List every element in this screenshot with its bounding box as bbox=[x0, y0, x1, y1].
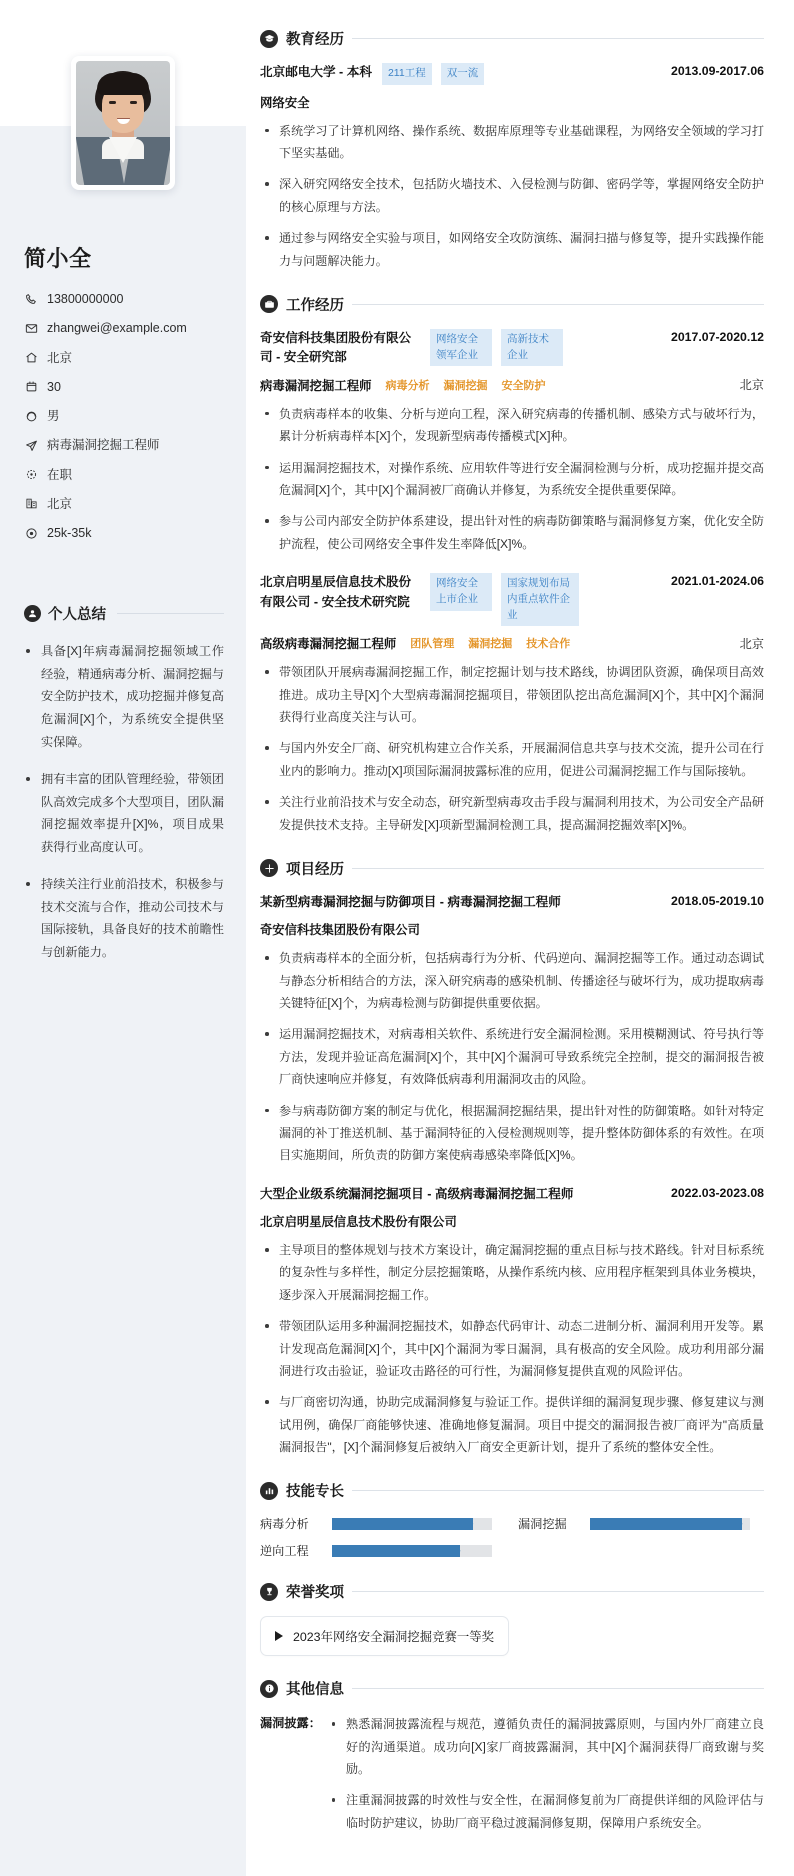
contact-value: 病毒漏洞挖掘工程师 bbox=[47, 438, 160, 453]
section-header bbox=[260, 1678, 764, 1699]
section-other-info bbox=[260, 1678, 764, 1843]
section-title: 荣誉奖项 bbox=[286, 1585, 344, 1602]
list-item: 运用漏洞挖掘技术，对病毒相关软件、系统进行安全漏洞检测。采用模糊测试、符号执行等方法，发现并验证高危漏洞[X]个，其中[X]个漏洞可导致系统完全控制，提交的漏洞报告被厂商快速响应并修复，有效降低病毒利用漏洞攻击的风险。 bbox=[260, 1023, 764, 1090]
section-work-experience bbox=[260, 294, 764, 836]
list-item: 参与公司内部安全防护体系建设，提出针对性的病毒防御策略与漏洞修复方案，优化安全防护流程，使公司网络安全事件发生率降低[X]%。 bbox=[260, 510, 764, 555]
bullet-list bbox=[327, 1713, 764, 1843]
bullet-list bbox=[260, 120, 764, 272]
trophy-icon bbox=[260, 1583, 278, 1601]
contact-value: zhangwei@example.com bbox=[47, 321, 187, 336]
list-item: 负责病毒样本的全面分析，包括病毒行为分析、代码逆向、漏洞挖掘等工作。通过动态调试与静态分析相结合的方法，深入研究病毒的感染机制、传播途径与破坏行为，成功提取病毒关键特征[X]个，为病毒检测与防御提供重要依据。 bbox=[260, 947, 764, 1014]
section-title: 项目经历 bbox=[286, 861, 344, 878]
section-projects bbox=[260, 858, 764, 1459]
send-icon bbox=[24, 438, 38, 452]
bullet-list bbox=[260, 661, 764, 836]
list-item: 运用漏洞挖掘技术，对操作系统、应用软件等进行安全漏洞检测与分析，成功挖掘并提交高危漏洞[X]个，其中[X]个漏洞被厂商确认并修复，为系统安全提供重要保障。 bbox=[260, 457, 764, 502]
list-item: 注重漏洞披露的时效性与安全性，在漏洞修复前为厂商提供详细的风险评估与临时防护建议，协助厂商平稳过渡漏洞修复期，保障用户系统安全。 bbox=[327, 1789, 764, 1834]
company-name: 北京启明星辰信息技术股份有限公司 bbox=[260, 1215, 457, 1230]
briefcase-icon bbox=[260, 295, 278, 313]
project-entry bbox=[260, 893, 764, 1167]
divider bbox=[352, 38, 764, 39]
mail-icon bbox=[24, 321, 38, 335]
list-item: 持续关注行业前沿技术，积极参与技术交流与合作，推动公司技术与国际接轨，具备良好的技术前瞻性与创新能力。 bbox=[24, 873, 224, 963]
gender-icon bbox=[24, 409, 38, 423]
work-entry bbox=[260, 573, 764, 836]
section-title: 技能专长 bbox=[286, 1484, 344, 1501]
honor-label: 2023年网络安全漏洞挖掘竞赛一等奖 bbox=[293, 1630, 495, 1645]
skill-tag: 技术合作 bbox=[526, 638, 571, 651]
divider bbox=[352, 1591, 764, 1592]
skill-list bbox=[260, 1515, 764, 1559]
list-item: 拥有丰富的团队管理经验，带领团队高效完成多个大型项目，团队漏洞挖掘效率提升[X]%，项目成果获得行业高度认可。 bbox=[24, 768, 224, 858]
user-circle-icon bbox=[24, 605, 41, 622]
date-range: 2021.01-2024.06 bbox=[671, 574, 764, 589]
project-name: 大型企业级系统漏洞挖掘项目 - 高级病毒漏洞挖掘工程师 bbox=[260, 1186, 574, 1201]
contact-item-age bbox=[24, 379, 224, 395]
phone-icon bbox=[24, 292, 38, 306]
section-honors bbox=[260, 1581, 764, 1656]
list-item: 带领团队开展病毒漏洞挖掘工作，制定挖掘计划与技术路线，协调团队资源，确保项目高效推进。成功主导[X]个大型病毒漏洞挖掘项目，带领团队挖出高危漏洞[X]个，其中[X]个漏洞获得行业高度关注与认可。 bbox=[260, 661, 764, 728]
skill-item bbox=[260, 1515, 492, 1532]
section-header bbox=[260, 1581, 764, 1602]
education-entry bbox=[260, 63, 764, 272]
calendar-icon bbox=[24, 380, 38, 394]
bullet-list bbox=[260, 403, 764, 555]
tag-group bbox=[382, 63, 484, 85]
date-range: 2017.07-2020.12 bbox=[671, 329, 764, 344]
contact-item-status bbox=[24, 467, 224, 483]
company-name: 奇安信科技集团股份有限公司 - 安全研究部 bbox=[260, 330, 412, 365]
contact-item-work-city bbox=[24, 496, 224, 512]
work-entry bbox=[260, 329, 764, 555]
skill-progress-fill bbox=[332, 1518, 473, 1530]
skill-item bbox=[260, 1542, 492, 1559]
page-title: 简小全 bbox=[24, 246, 92, 271]
job-role: 病毒漏洞挖掘工程师 bbox=[260, 378, 372, 393]
list-item: 负责病毒样本的收集、分析与逆向工程，深入研究病毒的传播机制、感染方式与破坏行为，累计分析病毒样本[X]个，发现新型病毒传播模式[X]种。 bbox=[260, 403, 764, 448]
skill-tag: 漏洞挖掘 bbox=[443, 379, 488, 392]
section-title: 工作经历 bbox=[286, 297, 344, 314]
contact-value: 在职 bbox=[47, 467, 73, 482]
summary-bullet-list bbox=[24, 640, 224, 963]
skill-progress-fill bbox=[332, 1545, 460, 1557]
status-badge: 高新技术企业 bbox=[501, 329, 563, 367]
contact-item-gender bbox=[24, 408, 224, 424]
sidebar-section-summary-header bbox=[24, 603, 224, 624]
list-item: 与厂商密切沟通，协助完成漏洞修复与验证工作。提供详细的漏洞复现步骤、修复建议与测试用例，确保厂商能够快速、准确地修复漏洞。项目中提交的漏洞报告被厂商评为"高质量漏洞报告"，[X]个漏洞修复后被纳入厂商安全更新计划，提升了系统的整体安全性。 bbox=[260, 1391, 764, 1458]
contact-item-hometown bbox=[24, 350, 224, 366]
company-name: 北京启明星辰信息技术股份有限公司 - 安全技术研究院 bbox=[260, 575, 412, 609]
skill-progress-bar bbox=[332, 1518, 492, 1530]
salary-icon bbox=[24, 526, 38, 540]
section-title: 其他信息 bbox=[286, 1682, 344, 1699]
tag-group bbox=[430, 573, 579, 626]
section-education bbox=[260, 28, 764, 272]
section-header bbox=[260, 858, 764, 879]
skill-progress-fill bbox=[590, 1518, 742, 1530]
skill-item bbox=[518, 1515, 750, 1532]
list-item: 带领团队运用多种漏洞挖掘技术，如静态代码审计、动态二进制分析、漏洞利用开发等。累计发现高危漏洞[X]个，其中[X]个漏洞为零日漏洞，具有极高的安全风险。成功利用部分漏洞进行攻击验证，验证攻击路径的可行性，为漏洞修复提供直观的风险评估。 bbox=[260, 1315, 764, 1382]
list-item: 具备[X]年病毒漏洞挖掘领域工作经验，精通病毒分析、漏洞挖掘与安全防护技术，成功挖掘并修复高危漏洞[X]个，为系统安全提供坚实保障。 bbox=[24, 640, 224, 753]
contact-item-phone bbox=[24, 291, 224, 307]
divider bbox=[352, 1490, 764, 1491]
list-item: 主导项目的整体规划与技术方案设计，确定漏洞挖掘的重点目标与技术路线。针对目标系统的复杂性与多样性，制定分层挖掘策略，从操作系统内核、应用程序框架到具体业务模块，逐步深入开展漏洞挖掘工作。 bbox=[260, 1239, 764, 1306]
contact-item-job-title bbox=[24, 437, 224, 453]
status-badge: 网络安全上市企业 bbox=[430, 573, 492, 611]
list-item: 深入研究网络安全技术，包括防火墙技术、入侵检测与防御、密码学等，掌握网络安全防护的核心原理与方法。 bbox=[260, 173, 764, 218]
divider bbox=[352, 304, 764, 305]
company-name: 奇安信科技集团股份有限公司 bbox=[260, 923, 420, 938]
contact-value: 25k-35k bbox=[47, 526, 92, 540]
skill-label: 漏洞挖掘 bbox=[518, 1517, 567, 1532]
status-badge: 网络安全领军企业 bbox=[430, 329, 492, 367]
section-header bbox=[260, 1480, 764, 1501]
project-entry bbox=[260, 1185, 764, 1459]
job-role: 高级病毒漏洞挖掘工程师 bbox=[260, 637, 397, 652]
graduation-cap-icon bbox=[260, 30, 278, 48]
contact-item-salary bbox=[24, 525, 224, 541]
divider bbox=[117, 613, 224, 614]
skill-label: 病毒分析 bbox=[260, 1517, 309, 1532]
list-item: 参与病毒防御方案的制定与优化，根据漏洞挖掘结果，提出针对性的防御策略。如针对特定漏洞的补丁推送机制、基于漏洞特征的入侵检测规则等，提升整体防御体系的有效性。在项目实施期间，所负责的防御方案使病毒感染率降低[X]%。 bbox=[260, 1100, 764, 1167]
list-item: 关注行业前沿技术与安全动态，研究新型病毒攻击手段与漏洞利用技术，为公司安全产品研发提供技术支持。主导研发[X]项新型漏洞检测工具，提高漏洞挖掘效率[X]%。 bbox=[260, 791, 764, 836]
list-item: 熟悉漏洞披露流程与规范，遵循负责任的漏洞披露原则，与国内外厂商建立良好的沟通渠道。成功向[X]家厂商披露漏洞，其中[X]个漏洞获得厂商致谢与奖励。 bbox=[327, 1713, 764, 1780]
list-item: 通过参与网络安全实验与项目，如网络安全攻防演练、漏洞扫描与修复等，提升实践操作能力与问题解决能力。 bbox=[260, 227, 764, 272]
location: 北京 bbox=[739, 378, 764, 393]
chart-bar-icon bbox=[260, 1482, 278, 1500]
contact-list bbox=[24, 291, 224, 541]
sidebar-section-title: 个人总结 bbox=[48, 607, 106, 624]
date-range: 2013.09-2017.06 bbox=[671, 64, 764, 78]
status-icon bbox=[24, 468, 38, 482]
status-badge: 双一流 bbox=[441, 63, 485, 85]
skill-tag: 病毒分析 bbox=[385, 379, 430, 392]
location: 北京 bbox=[739, 636, 764, 651]
contact-value: 北京 bbox=[47, 496, 73, 511]
list-item: 系统学习了计算机网络、操作系统、数据库原理等专业基础课程，为网络安全领域的学习打下坚实基础。 bbox=[260, 120, 764, 165]
contact-value: 30 bbox=[47, 379, 61, 394]
major-name: 网络安全 bbox=[260, 95, 310, 110]
section-header bbox=[260, 294, 764, 315]
status-badge: 国家规划布局内重点软件企业 bbox=[501, 573, 579, 626]
other-info-label: 漏洞披露： bbox=[260, 1716, 321, 1731]
info-circle-icon bbox=[260, 1680, 278, 1698]
tag-group bbox=[430, 329, 563, 367]
section-skills bbox=[260, 1480, 764, 1559]
contact-item-email bbox=[24, 320, 224, 336]
date-range: 2018.05-2019.10 bbox=[671, 893, 764, 908]
home-icon bbox=[24, 351, 38, 365]
section-title: 教育经历 bbox=[286, 32, 344, 48]
contact-value: 13800000000 bbox=[47, 292, 124, 306]
bullet-list bbox=[260, 1239, 764, 1458]
status-badge: 211工程 bbox=[382, 63, 432, 85]
skill-progress-bar bbox=[590, 1518, 750, 1530]
school-name: 北京邮电大学 - 本科 bbox=[260, 65, 372, 79]
divider bbox=[352, 868, 764, 869]
skill-progress-bar bbox=[332, 1545, 492, 1557]
contact-value: 北京 bbox=[47, 350, 73, 365]
honor-item[interactable] bbox=[260, 1616, 509, 1656]
skill-tag: 团队管理 bbox=[410, 638, 455, 651]
sidebar bbox=[0, 0, 246, 1876]
date-range: 2022.03-2023.08 bbox=[671, 1185, 764, 1200]
avatar bbox=[71, 56, 175, 190]
profile-photo bbox=[76, 61, 170, 185]
grid-plus-icon bbox=[260, 859, 278, 877]
divider bbox=[352, 1688, 764, 1689]
project-name: 某新型病毒漏洞挖掘与防御项目 - 病毒漏洞挖掘工程师 bbox=[260, 894, 561, 909]
main-content bbox=[246, 0, 794, 1876]
skill-label: 逆向工程 bbox=[260, 1544, 309, 1559]
other-info-group bbox=[260, 1713, 764, 1843]
skill-tag: 安全防护 bbox=[501, 379, 546, 392]
play-triangle-icon bbox=[275, 1631, 283, 1641]
section-header bbox=[260, 28, 764, 49]
building-icon bbox=[24, 497, 38, 511]
bullet-list bbox=[260, 947, 764, 1166]
skill-tag: 漏洞挖掘 bbox=[468, 638, 513, 651]
list-item: 与国内外安全厂商、研究机构建立合作关系，开展漏洞信息共享与技术交流，提升公司在行业内的影响力。推动[X]项国际漏洞披露标准的应用，促进公司漏洞挖掘工作与国际接轨。 bbox=[260, 737, 764, 782]
contact-value: 男 bbox=[47, 409, 60, 423]
